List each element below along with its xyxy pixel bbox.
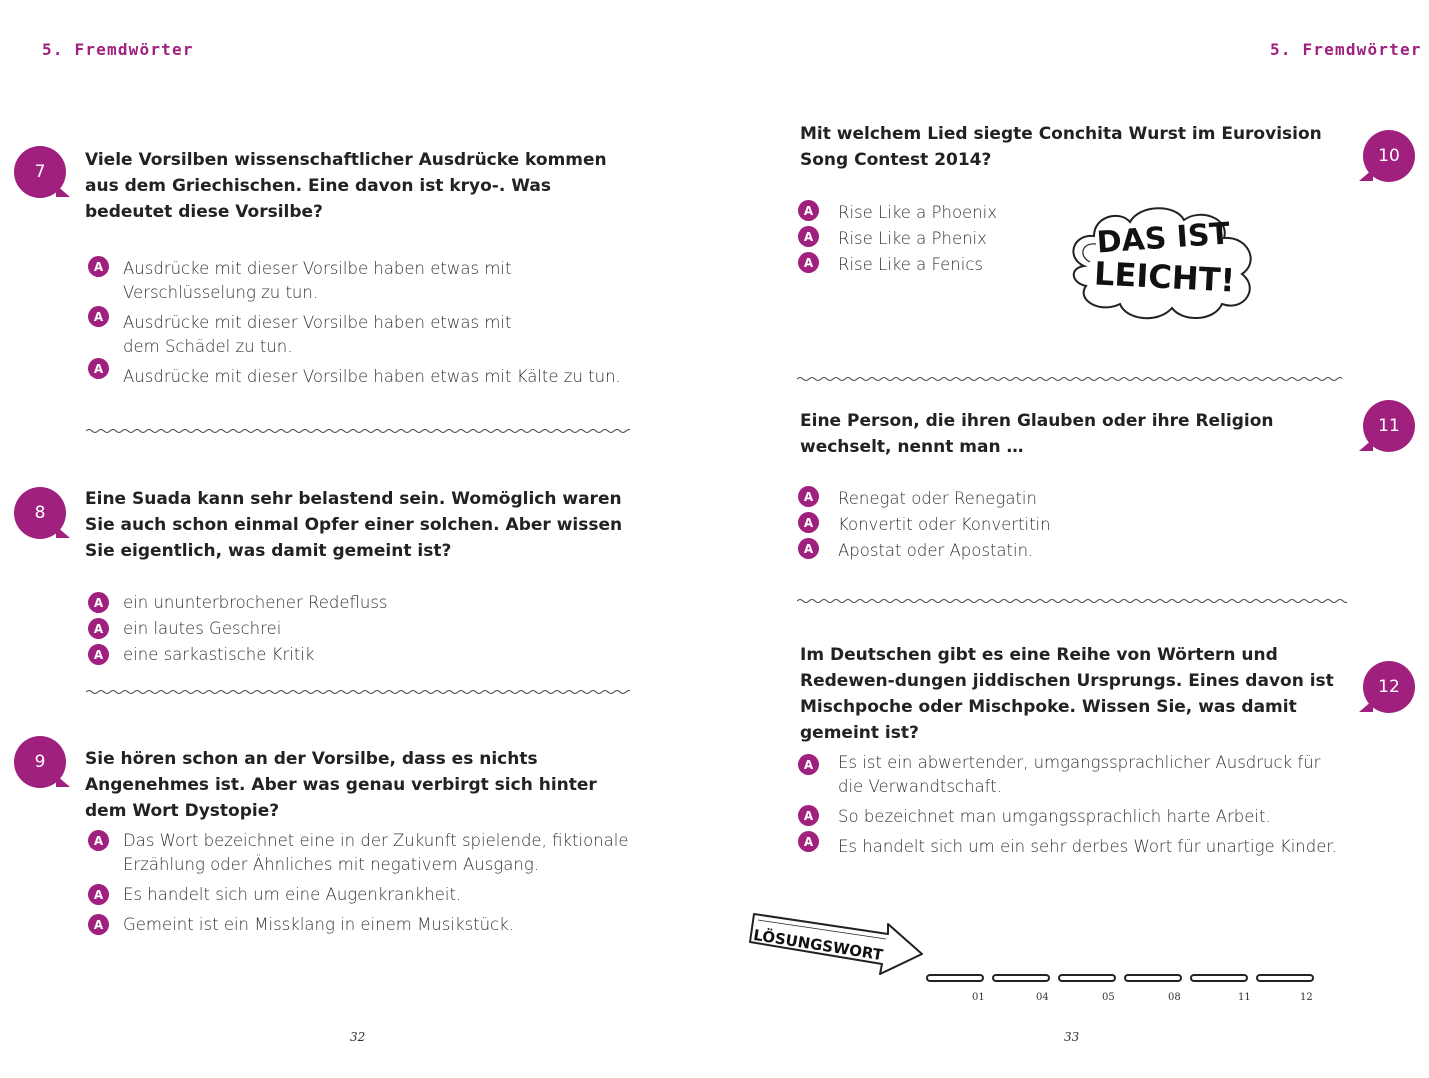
q11-option-2: Konvertit oder Konvertitin [838, 515, 1051, 534]
q7-option-2: Ausdrücke mit dieser Vorsilbe haben etwas mit dem Schädel zu tun. [123, 313, 512, 356]
solution-slot-label: 05 [1102, 992, 1115, 1003]
page-number-left: 32 [350, 1030, 366, 1044]
solution-slot-label: 04 [1036, 992, 1049, 1003]
q8-option-1: ein ununterbrochener Redefluss [123, 593, 388, 612]
question-number-badge: 11 [1363, 400, 1415, 452]
question-number-badge: 8 [14, 487, 66, 539]
solution-slot-label: 08 [1168, 992, 1181, 1003]
chapter-header-left: 5. Fremdwörter [42, 40, 194, 59]
solution-slot [1124, 974, 1182, 982]
answer-badge: A [798, 226, 819, 247]
answer-badge: A [88, 592, 109, 613]
question-number-badge: 7 [14, 146, 66, 198]
solution-slot [926, 974, 984, 982]
answer-badge: A [798, 538, 819, 559]
question-number-badge: 10 [1363, 130, 1415, 182]
chapter-header-right: 5. Fremdwörter [1270, 40, 1422, 59]
solution-word-arrow [748, 906, 928, 986]
q9-option-2: Es handelt sich um eine Augenkrankheit. [123, 885, 462, 904]
answer-badge: A [798, 486, 819, 507]
solution-slot [992, 974, 1050, 982]
answer-badge: A [88, 306, 109, 327]
wavy-divider [797, 375, 1342, 383]
solution-word-label: LÖSUNGSWORT [752, 925, 885, 965]
q7-option-1: Ausdrücke mit dieser Vorsilbe haben etwas mit Verschlüsselung zu tun. [123, 259, 512, 302]
wavy-divider [797, 597, 1347, 605]
question-number-badge: 12 [1363, 661, 1415, 713]
cloud-text-line2: LEICHT! [1093, 254, 1236, 300]
answer-badge: A [88, 884, 109, 905]
question-number-badge: 9 [14, 736, 66, 788]
answer-badge: A [88, 644, 109, 665]
q10-option-2: Rise Like a Phenix [838, 229, 987, 248]
answer-badge: A [798, 754, 819, 775]
answer-badge: A [88, 830, 109, 851]
solution-slot [1190, 974, 1248, 982]
q9-option-1: Das Wort bezeichnet eine in der Zukunft spielende, fiktionale Erzählung oder Ähnliches mit negativem Ausgang. [123, 831, 629, 874]
page-number-right: 33 [1064, 1030, 1080, 1044]
solution-slot [1256, 974, 1314, 982]
answer-badge: A [88, 358, 109, 379]
answer-badge: A [798, 200, 819, 221]
q10-option-1: Rise Like a Phoenix [838, 203, 997, 222]
question-7-text: Viele Vorsilben wissenschaftlicher Ausdrücke kommen aus dem Griechischen. Eine davon ist kryo-. Was bedeutet diese Vorsilbe? [85, 150, 607, 222]
question-10-text: Mit welchem Lied siegte Conchita Wurst im Eurovision Song Contest 2014? [800, 124, 1322, 170]
question-12-text: Im Deutschen gibt es eine Reihe von Wörtern und Redewen-dungen jiddischen Ursprungs. Eines davon ist Mischpoche oder Mischpoke. Wissen Sie, was damit gemeint ist? [800, 645, 1334, 743]
solution-slot-label: 12 [1300, 992, 1313, 1003]
answer-badge: A [88, 914, 109, 935]
q12-option-3: Es handelt sich um ein sehr derbes Wort für unartige Kinder. [838, 837, 1337, 856]
cloud-text-line1: DAS IST [1095, 216, 1232, 261]
solution-slot-label: 11 [1238, 992, 1251, 1003]
q8-option-2: ein lautes Geschrei [123, 619, 282, 638]
answer-badge: A [798, 252, 819, 273]
q12-option-1: Es ist ein abwertender, umgangssprachlicher Ausdruck für die Verwandtschaft. [838, 753, 1321, 796]
q11-option-3: Apostat oder Apostatin. [838, 541, 1034, 560]
wavy-divider [86, 688, 630, 696]
answer-badge: A [798, 805, 819, 826]
question-9-text: Sie hören schon an der Vorsilbe, dass es nichts Angenehmes ist. Aber was genau verbirgt sich hinter dem Wort Dystopie? [85, 749, 597, 821]
q9-option-3: Gemeint ist ein Missklang in einem Musikstück. [123, 915, 514, 934]
cloud-illustration [1064, 196, 1264, 324]
answer-badge: A [88, 256, 109, 277]
answer-badge: A [798, 831, 819, 852]
q10-option-3: Rise Like a Fenics [838, 255, 983, 274]
question-8-text: Eine Suada kann sehr belastend sein. Womöglich waren Sie auch schon einmal Opfer einer solchen. Aber wissen Sie eigentlich, was damit gemeint ist? [85, 489, 623, 561]
solution-slot-label: 01 [972, 992, 985, 1003]
solution-slot [1058, 974, 1116, 982]
wavy-divider [86, 427, 630, 435]
answer-badge: A [88, 618, 109, 639]
q8-option-3: eine sarkastische Kritik [123, 645, 315, 664]
q7-option-3: Ausdrücke mit dieser Vorsilbe haben etwas mit Kälte zu tun. [123, 367, 621, 386]
q11-option-1: Renegat oder Renegatin [838, 489, 1037, 508]
answer-badge: A [798, 512, 819, 533]
question-11-text: Eine Person, die ihren Glauben oder ihre Religion wechselt, nennt man … [800, 411, 1274, 457]
q12-option-2: So bezeichnet man umgangssprachlich harte Arbeit. [838, 807, 1271, 826]
